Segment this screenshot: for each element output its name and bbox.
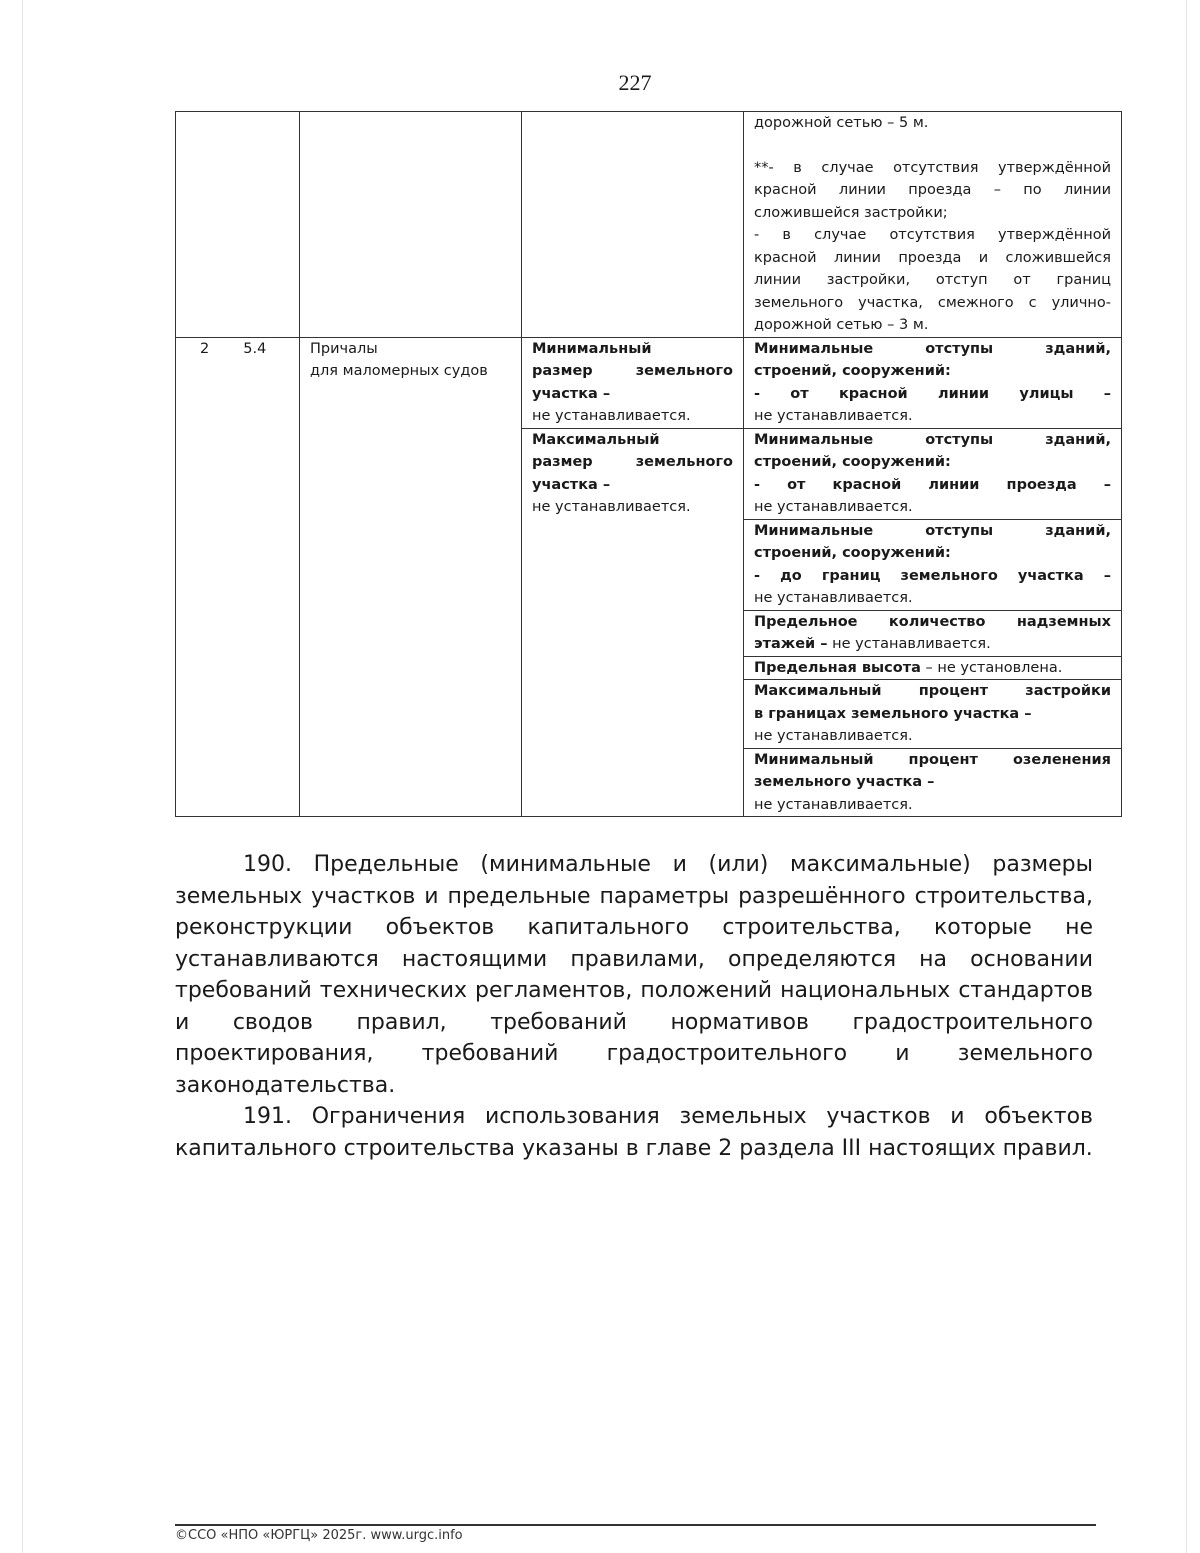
paragraph-191: 191. Ограничения использования земельных участков и объектов капитального строительства указаны в главе 2 раздела III настоящих правил. xyxy=(175,1104,1093,1161)
param-label: строений, сооружений: xyxy=(754,363,951,379)
min-size-label: участка – xyxy=(532,385,611,402)
note-line: дорожной сетью – 3 м. xyxy=(754,317,929,333)
cell-number xyxy=(176,337,300,817)
param-line xyxy=(754,633,1111,656)
param-value: не устанавливается. xyxy=(754,590,913,606)
cell-empty xyxy=(176,112,300,338)
note-line: **- в случае отсутствия утверждённой xyxy=(754,159,1111,176)
max-size-label: размер земельного xyxy=(532,454,733,470)
param-value: не устанавливается. xyxy=(754,796,913,813)
param-label: Предельное количество надземных xyxy=(754,613,1111,630)
cell-empty xyxy=(300,112,522,338)
cell-param xyxy=(744,337,1122,428)
cell-max-plot-size xyxy=(522,428,744,817)
regulations-table xyxy=(175,111,1122,817)
note-gap xyxy=(754,135,1111,157)
min-size-value: не устанавливается. xyxy=(532,408,691,424)
note-line: - в случае отсутствия утверждённой xyxy=(754,227,1111,243)
param-value: не устанавливается. xyxy=(754,728,913,744)
param-label: Минимальные отступы зданий, xyxy=(754,340,1111,357)
note-line: линии застройки, отступ от границ xyxy=(754,272,1111,288)
body-text xyxy=(175,849,1093,1164)
cell-param xyxy=(744,610,1122,656)
cell-param xyxy=(744,428,1122,519)
param-value: не устанавливается. xyxy=(754,499,913,515)
cell-offset-notes xyxy=(744,112,1122,338)
page-edge-right xyxy=(1186,0,1187,1553)
max-size-label: Максимальный xyxy=(532,431,660,448)
note-line: земельного участка, смежного с улично- xyxy=(754,294,1111,311)
param-label: строений, сооружений: xyxy=(754,545,951,561)
cell-param xyxy=(744,656,1122,680)
page-edge-left xyxy=(22,0,23,1553)
param-value: – не установлена. xyxy=(920,659,1063,676)
cell-param xyxy=(744,748,1122,817)
footer-divider xyxy=(175,1524,1096,1526)
param-label: Минимальные отступы зданий, xyxy=(754,522,1111,539)
paragraph-190: 190. Предельные (минимальные и (или) максимальные) размеры земельных участков и предельные параметры разрешённого строительства, реконструкции объектов капитального строительства, которые не устанавливаются настоящими правилами, определяются на основании требований технических регламентов, положений национальных стандартов и сводов правил, требований нормативов градостроительного проектирования, требований градостроительного и земельного законодательства. xyxy=(175,852,1093,1098)
note-line: красной линии проезда и сложившейся xyxy=(754,249,1111,266)
param-label: - от красной линии улицы – xyxy=(754,385,1111,402)
cell-min-plot-size xyxy=(522,337,744,428)
use-code: 5.4 xyxy=(243,340,267,357)
min-size-label: размер земельного xyxy=(532,363,733,379)
cell-use-name xyxy=(300,337,522,817)
note-line: сложившейся застройки; xyxy=(754,204,948,221)
param-label: в границах земельного участка – xyxy=(754,705,1032,722)
param-label: Максимальный процент застройки xyxy=(754,683,1111,699)
table-row xyxy=(176,337,1122,428)
row-number: 2 xyxy=(200,340,210,357)
note-line: красной линии проезда – по линии xyxy=(754,182,1111,198)
cell-empty xyxy=(522,112,744,338)
param-value: не устанавливается. xyxy=(754,408,913,424)
cell-param xyxy=(744,519,1122,610)
param-value: не устанавливается. xyxy=(827,636,991,652)
param-label: Предельная высота xyxy=(754,659,921,676)
max-size-label: участка – xyxy=(532,476,611,493)
param-label: этажей – xyxy=(754,636,828,652)
param-label: Минимальные отступы зданий, xyxy=(754,431,1111,448)
param-line xyxy=(754,657,1111,680)
page-number: 227 xyxy=(618,70,652,95)
use-name-line: для маломерных судов xyxy=(310,363,488,379)
param-label: - от красной линии проезда – xyxy=(754,476,1111,493)
note-line: дорожной сетью – 5 м. xyxy=(754,115,929,131)
param-label: строений, сооружений: xyxy=(754,454,951,470)
use-name-line: Причалы xyxy=(310,340,378,357)
footer-copyright: ©ССО «НПО «ЮРГЦ» 2025г. www.urgc.info xyxy=(175,1528,463,1543)
max-size-value: не устанавливается. xyxy=(532,499,691,515)
param-label: земельного участка – xyxy=(754,774,935,790)
min-size-label: Минимальный xyxy=(532,340,652,357)
cell-param xyxy=(744,680,1122,749)
table-row-continued xyxy=(176,112,1122,338)
param-label: Минимальный процент озеленения xyxy=(754,751,1111,768)
param-label: - до границ земельного участка – xyxy=(754,567,1111,584)
